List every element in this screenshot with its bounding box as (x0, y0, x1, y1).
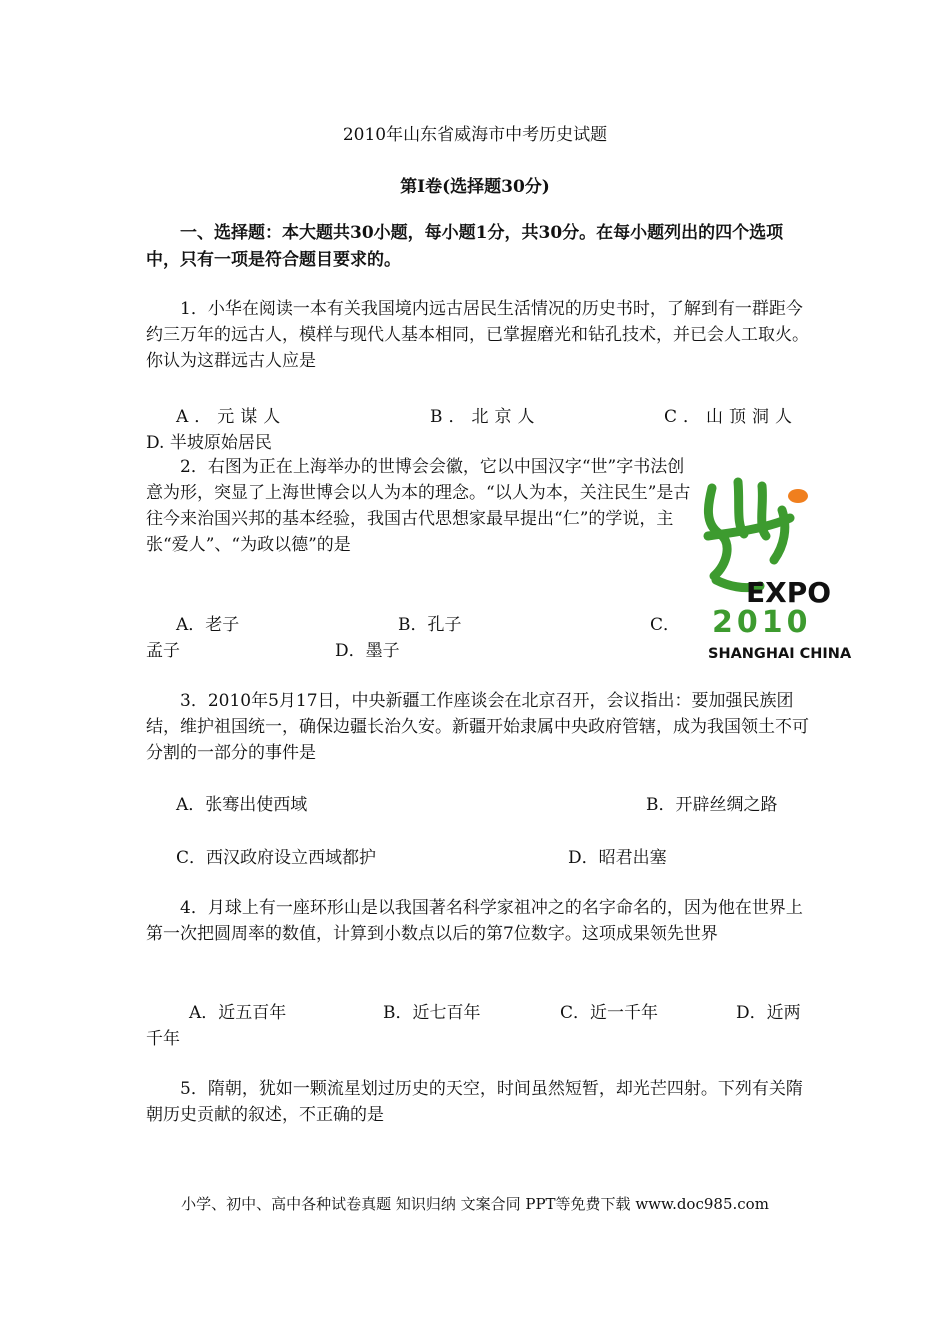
question-3-option-a: A．张骞出使西域 (176, 795, 308, 815)
expo-orange-dot (788, 489, 808, 503)
question-2-option-c: C． (650, 615, 681, 635)
document-title: 2010年山东省威海市中考历史试题 (342, 125, 608, 145)
section-heading: 一、选择题：本大题共30小题，每小题1分，共30分。在每小题列出的四个选项中，只有一项是符合题目要求的。 (146, 223, 784, 270)
expo-place: SHANGHAI CHINA (708, 646, 852, 662)
question-1-option-d: D. 半坡原始居民 (146, 433, 272, 453)
question-2-option-b: B．孔子 (398, 615, 462, 635)
question-3-option-d: D．昭君出塞 (568, 848, 667, 868)
paper-section-title: 第Ⅰ卷(选择题30分) (400, 177, 550, 197)
question-4-option-c: C．近一千年 (560, 1003, 659, 1023)
question-5-stem: 5．隋朝，犹如一颗流星划过历史的天空，时间虽然短暂，却光芒四射。下列有关隋朝历史贡献的叙述，不正确的是 (146, 1079, 803, 1125)
question-1-option-c: C．山顶洞人 (664, 407, 799, 427)
expo-text: EXPO (746, 576, 832, 609)
question-1-stem: 1．小华在阅读一本有关我国境内远古居民生活情况的历史书时，了解到有一群距今约三万年的远古人，模样与现代人基本相同，已掌握磨光和钻孔技术，并已会人工取火。你认为这群远古人应是 (146, 299, 809, 371)
question-1-option-b: B．北京人 (430, 407, 541, 427)
question-4-option-a: A．近五百年 (189, 1003, 287, 1023)
question-4-option-d-text: 千年 (146, 1029, 180, 1049)
question-4-option-d: D．近两 (736, 1003, 801, 1023)
question-3-option-b: B．开辟丝绸之路 (646, 795, 778, 815)
page-footer: 小学、初中、高中各种试卷真题 知识归纳 文案合同 PPT等免费下载 www.doc985.com (181, 1195, 769, 1213)
question-3-stem: 3．2010年5月17日，中央新疆工作座谈会在北京召开，会议指出：要加强民族团结，维护祖国统一，确保边疆长治久安。新疆开始隶属中央政府管辖，成为我国领土不可分割的一部分的事件是 (146, 691, 809, 763)
question-2-option-a: A．老子 (176, 615, 240, 635)
question-2-stem: 2．右图为正在上海举办的世博会会徽，它以中国汉字“世”字书法创意为形，突显了上海世博会以人为本的理念。“以人为本，关注民生”是古往今来治国兴邦的基本经验，我国古代思想家最早提出“仁”的学说，主张“爱人”、“为政以德”的是 (146, 457, 691, 555)
question-1-option-a: A．元谋人 (176, 407, 287, 427)
question-4-stem: 4．月球上有一座环形山是以我国著名科学家祖冲之的名字命名的，因为他在世界上第一次把圆周率的数值，计算到小数点以后的第7位数字。这项成果领先世界 (146, 898, 803, 944)
question-4-option-b: B．近七百年 (383, 1003, 481, 1023)
question-2-option-c-text: 孟子 (146, 641, 180, 661)
question-3-option-c: C．西汉政府设立西域都护 (176, 848, 377, 868)
expo-shi-character-emblem (708, 482, 790, 588)
expo-year: 2010 (712, 605, 812, 640)
question-2-option-d: D．墨子 (335, 641, 400, 661)
expo-2010-logo (698, 474, 868, 664)
